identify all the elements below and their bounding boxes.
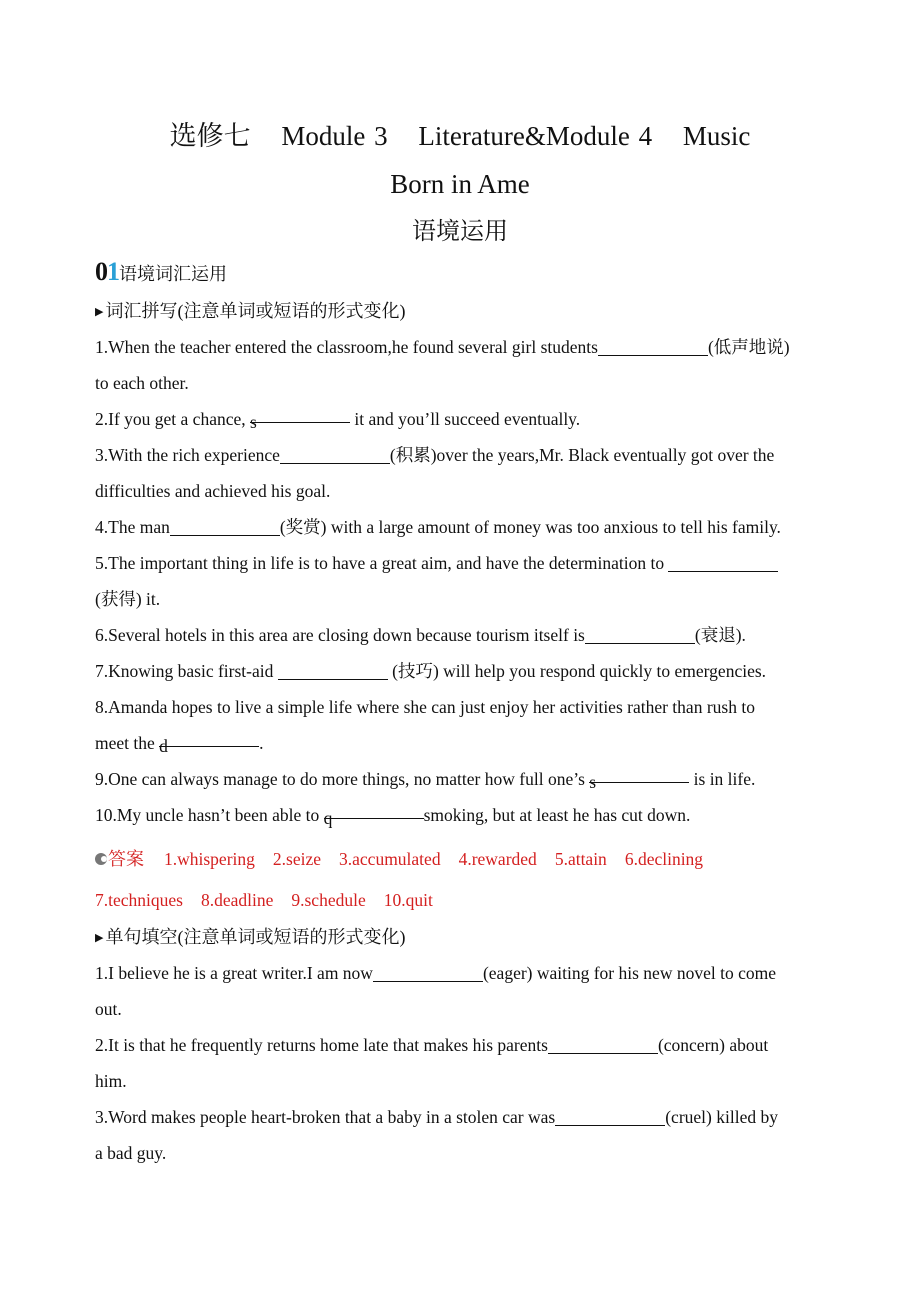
answer-blank[interactable] (555, 1107, 665, 1126)
question-3: 3.With the rich experience (积累)over the years,Mr. Black eventually got over the (95, 445, 775, 465)
answer-blank[interactable] (280, 445, 390, 464)
answer-blank[interactable]: s (250, 404, 350, 423)
fill-question-2-cont: him. (95, 1071, 127, 1091)
section-number: 01 (95, 257, 119, 286)
answer-icon (95, 853, 107, 865)
answer-item: 7.techniques (95, 890, 183, 910)
answer-item: 6.declining (624, 849, 704, 869)
question-1: 1.When the teacher entered the classroom,he found several girl students (低声地说) (95, 337, 790, 357)
question-5-cont: (获得) it. (95, 589, 161, 609)
question-10: 10.My uncle hasn’t been able to q smoking, but at least he has cut down. (95, 797, 835, 833)
fill-question-2: 2.It is that he frequently returns home late that makes his parents (concern) about (95, 1035, 769, 1055)
answer-blank[interactable]: s (589, 764, 689, 783)
question-2: 2.If you get a chance, s it and you’ll succeed eventually. (95, 401, 835, 437)
answer-item: 9.schedule (291, 890, 366, 910)
answer-key (95, 841, 721, 877)
question-4: 4.The man (奖赏) with a large amount of money was too anxious to tell his family. (95, 517, 781, 537)
answer-blank[interactable] (278, 661, 388, 680)
title-literature: Literature&Module 4 (418, 121, 653, 151)
answer-blank[interactable] (585, 625, 695, 644)
fill-question-3-cont: a bad guy. (95, 1143, 167, 1163)
answer-item: 2.seize (272, 849, 322, 869)
part1-heading: ▶ 词汇拼写(注意单词或短语的形式变化) (95, 301, 406, 321)
answer-key-cont (95, 882, 451, 918)
answer-label: 答案 (108, 849, 144, 869)
question-8: 8.Amanda hopes to live a simple life where she can just enjoy her activities rather than rush to (95, 697, 755, 717)
question-6: 6.Several hotels in this area are closing down because tourism itself is (衰退). (95, 625, 746, 645)
answer-item: 5.attain (554, 849, 607, 869)
answer-blank[interactable]: d (159, 728, 259, 747)
question-9: 9.One can always manage to do more things, no matter how full one’s s is in life. (95, 761, 835, 797)
title-cn: 选修七 (169, 121, 251, 151)
question-1-cont: to each other. (95, 373, 189, 393)
answer-item: 10.quit (383, 890, 433, 910)
answer-blank[interactable] (548, 1035, 658, 1054)
answer-blank[interactable] (373, 963, 483, 982)
answer-blank[interactable] (598, 337, 708, 356)
answer-blank[interactable] (170, 517, 280, 536)
document-subtitle: Born in Ame (390, 169, 530, 199)
section-label: 语境词汇运用 (119, 264, 227, 284)
answer-blank[interactable]: q (324, 800, 424, 819)
answer-item: 3.accumulated (339, 849, 441, 869)
fill-question-3: 3.Word makes people heart-broken that a baby in a stolen car was (cruel) killed by (95, 1107, 778, 1127)
answer-blank[interactable] (668, 553, 778, 572)
answer-item: 1.whispering (164, 849, 255, 869)
triangle-bullet-icon: ▶ (95, 306, 104, 318)
document-title (0, 116, 920, 156)
question-7: 7.Knowing basic first-aid (技巧) will help you respond quickly to emergencies. (95, 661, 767, 681)
section-heading (95, 255, 227, 291)
fill-question-1: 1.I believe he is a great writer.I am now (eager) waiting for his new novel to come (95, 963, 776, 983)
answer-item: 4.rewarded (458, 849, 537, 869)
title-music: Music (682, 121, 751, 151)
triangle-bullet-icon: ▶ (95, 932, 104, 944)
question-5: 5.The important thing in life is to have a great aim, and have the determination to (95, 545, 835, 581)
part2-heading: ▶ 单句填空(注意单词或短语的形式变化) (95, 927, 406, 947)
answer-item: 8.deadline (200, 890, 274, 910)
section-title: 语境运用 (412, 219, 508, 245)
question-3-cont: difficulties and achieved his goal. (95, 481, 331, 501)
title-module3: Module 3 (281, 121, 388, 151)
fill-question-1-cont: out. (95, 999, 122, 1019)
question-8-cont: meet the d . (95, 725, 835, 761)
